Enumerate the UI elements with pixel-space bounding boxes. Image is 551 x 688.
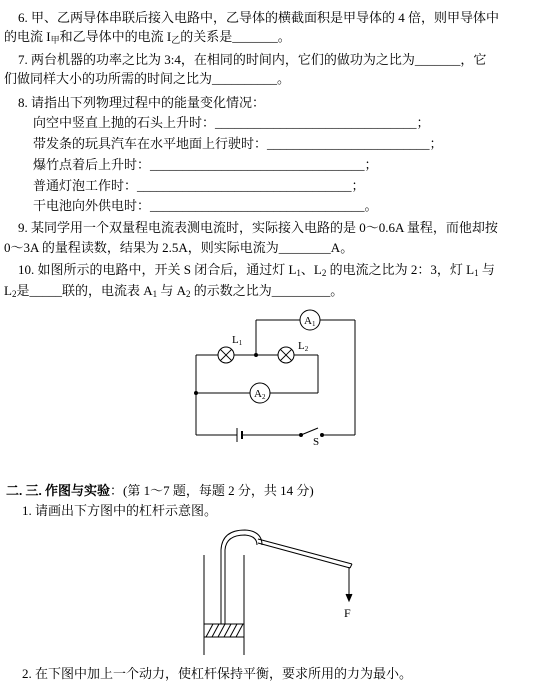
- q7-line1: 7. 两台机器的功率之比为 3:4，在相同的时间内，它们的做功为之比为_______，它: [18, 52, 487, 67]
- q9-line2: 0～3A 的量程读数，结果为 2.5A，则实际电流为________A。: [4, 240, 354, 255]
- junction-dot: [254, 353, 258, 357]
- lamp-l1-icon: [218, 347, 234, 363]
- s3-q2: 2. 在下图中加上一个动力，使杠杆保持平衡，要求所用的力为最小。: [22, 666, 413, 681]
- q8-title: 8. 请指出下列物理过程中的能量变化情况：: [18, 95, 266, 110]
- q7-line2: 们做同样大小的功所需的时间之比为__________。: [4, 71, 291, 86]
- q8-item: 向空中竖直上抛的石头上升时：_______________________________；: [33, 115, 430, 130]
- section-heading: 二. 三. 作图与实验：(第 1～7 题，每题 2 分，共 14 分): [6, 483, 314, 498]
- q6-line2: 的电流 $I_甲$和乙导体中的电流 $I_乙$的关系是_______。: [4, 29, 291, 45]
- lamp-l2-icon: [278, 347, 294, 363]
- lever-diagram: [204, 530, 352, 655]
- a1-label: A1: [304, 315, 316, 328]
- q8-item: 爆竹点着后上升时：_________________________________；: [33, 157, 378, 172]
- q6-line1: 6. 甲、乙两导体串联后接入电路中，乙导体的横截面积是甲导体的 4 倍，则甲导体中: [18, 10, 500, 25]
- q8-item: 干电池向外供电时：_________________________________。: [33, 198, 378, 213]
- q8-item: 普通灯泡工作时：_________________________________；: [33, 178, 365, 193]
- q10-line2: $L_2$是_____联的，电流表 $A_1$ 与 $A_2$ 的示数之比为_________。: [4, 283, 344, 299]
- switch-s-icon: [300, 428, 324, 437]
- l1-label: L1: [232, 334, 243, 347]
- force-label: F: [344, 606, 351, 620]
- q10-line1: 10. 如图所示的电路中，开关 S 闭合后，通过灯 $L_1$、$L_2$ 的电流之比为 2：3，灯 $L_1$ 与: [18, 262, 495, 278]
- q8-item: 带发条的玩具汽车在水平地面上行驶时：_________________________；: [33, 136, 443, 151]
- q9-line1: 9. 某同学用一个双量程电流表测电流时，实际接入电路的是 0～0.6A 量程，而他却按: [18, 220, 498, 235]
- s3-q1: 1. 请画出下方图中的杠杆示意图。: [22, 503, 218, 518]
- battery-icon: [237, 428, 242, 442]
- junction-dot: [194, 391, 198, 395]
- switch-label: S: [313, 436, 320, 448]
- l2-label: L2: [298, 340, 309, 353]
- a2-label: A2: [254, 388, 266, 401]
